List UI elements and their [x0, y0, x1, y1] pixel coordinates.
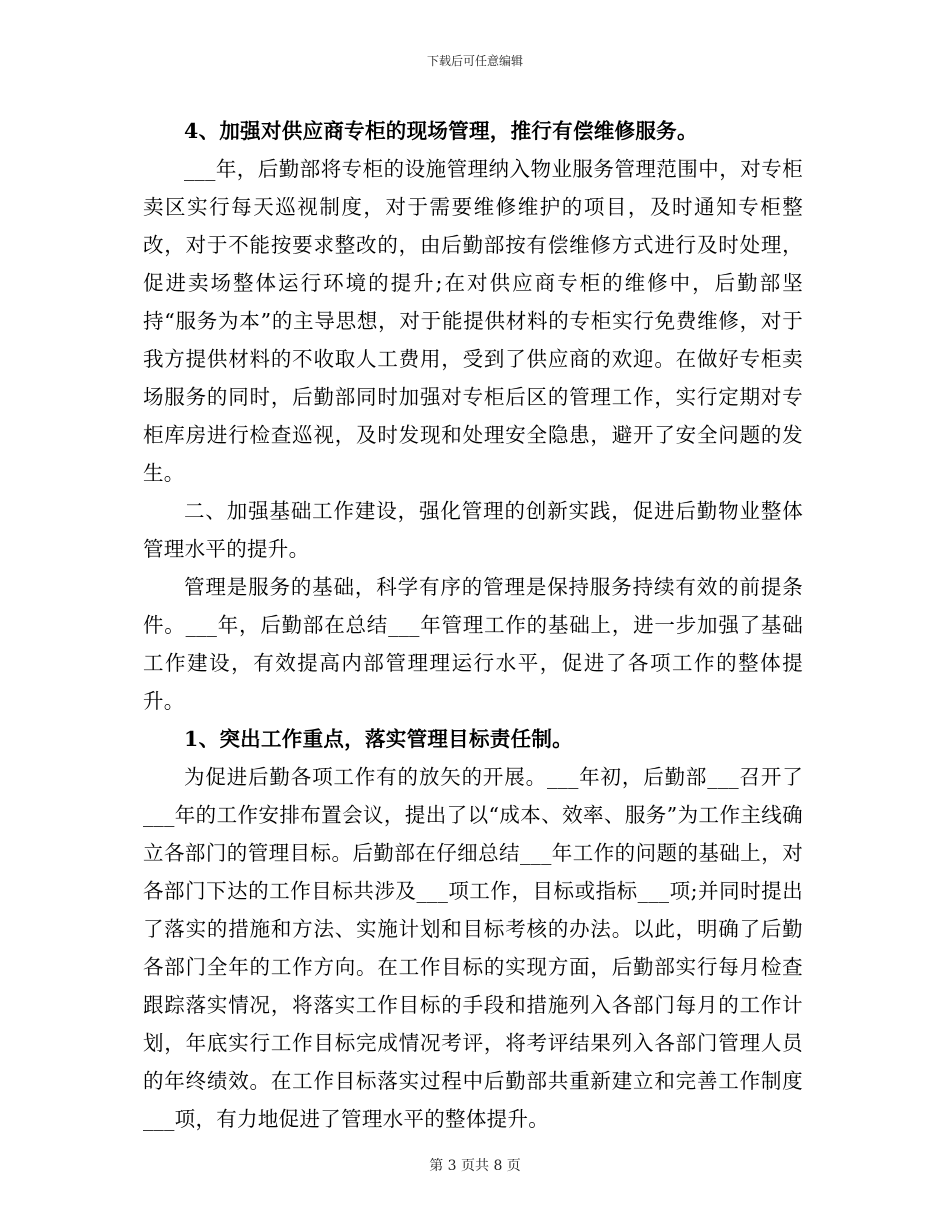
paragraph-management-basis: 管理是服务的基础，科学有序的管理是保持服务持续有效的前提条件。___年，后勤部在总结___年管理工作的基础上，进一步加强了基础工作建设，有效提高内部管理理运行水平，促进了各项工作的整体提升。: [143, 575, 803, 713]
section-heading-1: 1、突出工作重点，落实管理目标责任制。: [184, 727, 573, 751]
section-heading-2: 二、加强基础工作建设，强化管理的创新实践，促进后勤物业整体管理水平的提升。: [143, 499, 803, 561]
paragraph-target-responsibility: 为促进后勤各项工作有的放矢的开展。___年初，后勤部___召开了___年的工作安排布置会议，提出了以“成本、效率、服务”为工作主线确立各部门的管理目标。后勤部在仔细总结___年工作的问题的基础上，对各部门下达的工作目标共涉及___项工作，目标或指标___项;并同时提出了落实的措施和方法、实施计划和目标考核的办法。以此，明确了后勤各部门全年的工作方向。在工作目标的实现方面，后勤部实行每月检查跟踪落实情况，将落实工作目标的手段和措施列入各部门每月的工作计划，年底实行工作目标完成情况考评，将考评结果列入各部门管理人员的年终绩效。在工作目标落实过程中后勤部共重新建立和完善工作制度___项，有力地促进了管理水平的整体提升。: [143, 765, 803, 1131]
document-body: [143, 112, 803, 1138]
page-number: 第 3 页共 8 页: [429, 1158, 521, 1174]
page-header: 下载后可任意编辑: [426, 54, 523, 68]
section-heading-4: 4、加强对供应商专柜的现场管理，推行有偿维修服务。: [184, 119, 698, 143]
paragraph-vendor-maintenance: ___年，后勤部将专柜的设施管理纳入物业服务管理范围中，对专柜卖区实行每天巡视制度，对于需要维修维护的项目，及时通知专柜整改，对于不能按要求整改的，由后勤部按有偿维修方式进行及时处理，促进卖场整体运行环境的提升;在对供应商专柜的维修中，后勤部坚持“服务为本”的主导思想，对于能提供材料的专柜实行免费维修，对于我方提供材料的不收取人工费用，受到了供应商的欢迎。在做好专柜卖场服务的同时，后勤部同时加强对专柜后区的管理工作，实行定期对专柜库房进行检查巡视，及时发现和处理安全隐患，避开了安全问题的发生。: [143, 157, 803, 485]
